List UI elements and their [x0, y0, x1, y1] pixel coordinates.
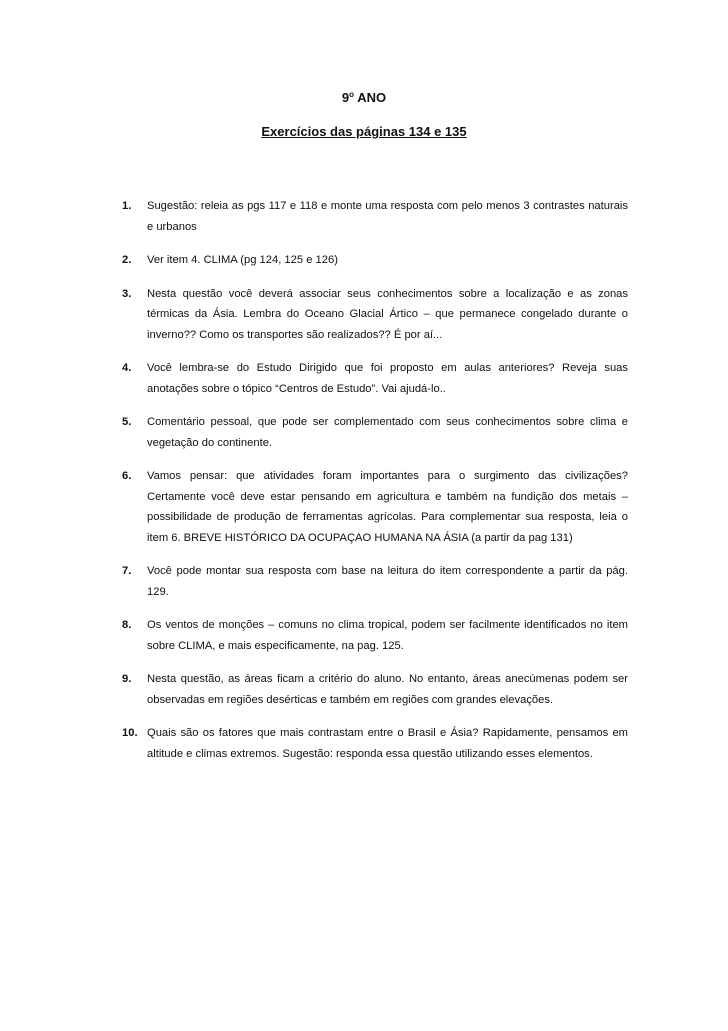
item-text: Os ventos de monções – comuns no clima tropical, podem ser facilmente identificados no item sobre CLIMA, e mais especificamente, na pag. 125.: [147, 619, 628, 652]
item-number: 3.: [122, 287, 132, 300]
list-item: [122, 561, 628, 602]
item-number: 5.: [122, 416, 132, 428]
item-number: 2.: [122, 254, 132, 266]
list-item: [122, 358, 628, 399]
list-item: [122, 615, 628, 656]
exercise-list: [122, 196, 628, 777]
item-text: Ver item 4. CLIMA (pg 124, 125 e 126): [147, 254, 338, 266]
item-number: 7.: [122, 565, 132, 577]
list-item: [122, 284, 628, 346]
item-text: Nesta questão, as áreas ficam a critério do aluno. No entanto, áreas anecúmenas podem ser observadas em regiões desérticas e também em regiões com grandes elevações.: [147, 673, 628, 706]
item-text: Sugestão: releia as pgs 117 e 118 e monte uma resposta com pelo menos 3 contrastes naturais e urbanos: [147, 200, 628, 233]
item-text: Você lembra-se do Estudo Dirigido que foi proposto em aulas anteriores? Reveja suas anotações sobre o tópico “Centros de Estudo”. Vai ajudá-lo..: [147, 362, 628, 395]
item-text: Você pode montar sua resposta com base na leitura do item correspondente a partir da pág. 129.: [147, 565, 628, 598]
grade-heading: [0, 89, 728, 107]
item-number: 1.: [122, 200, 132, 212]
item-number: 9.: [122, 673, 132, 685]
item-text: Comentário pessoal, que pode ser complementado com seus conhecimentos sobre clima e vegetação do continente.: [147, 416, 628, 449]
item-number: 8.: [122, 619, 132, 631]
item-number: 6.: [122, 470, 132, 482]
list-item: [122, 196, 628, 237]
item-text: Nesta questão você deverá associar seus conhecimentos sobre a localização e as zonas térmicas da Ásia. Lembra do Oceano Glacial Ártico – que permanece congelado durante o inverno?? Como os transportes são realizados?? É por aí...: [147, 287, 628, 341]
page-subtitle: Exercícios das páginas 134 e 135: [261, 124, 467, 139]
item-text: Vamos pensar: que atividades foram importantes para o surgimento das civilizações? Certamente você deve estar pensando em agricultura e também na fundição dos metais – possibilidade de produção de ferramentas agrícolas. Para complementar sua resposta, leia o item 6. BREVE HISTÓRICO DA OCUPAÇAO HUMANA NA ÁSIA (a partir da pag 131): [147, 470, 628, 544]
grade-number: 9: [341, 90, 350, 105]
list-item: [122, 669, 628, 710]
list-item: [122, 723, 628, 764]
list-item: [122, 466, 628, 548]
list-item: [122, 250, 628, 271]
grade-label: ANO: [357, 90, 387, 105]
item-number: 10.: [122, 727, 138, 739]
list-item: [122, 412, 628, 453]
item-text: Quais são os fatores que mais contrastam entre o Brasil e Ásia? Rapidamente, pensamos em altitude e climas extremos. Sugestão: responda essa questão utilizando esses elementos.: [147, 727, 628, 760]
item-number: 4.: [122, 362, 132, 374]
grade-ordinal-superscript: o: [349, 90, 355, 99]
